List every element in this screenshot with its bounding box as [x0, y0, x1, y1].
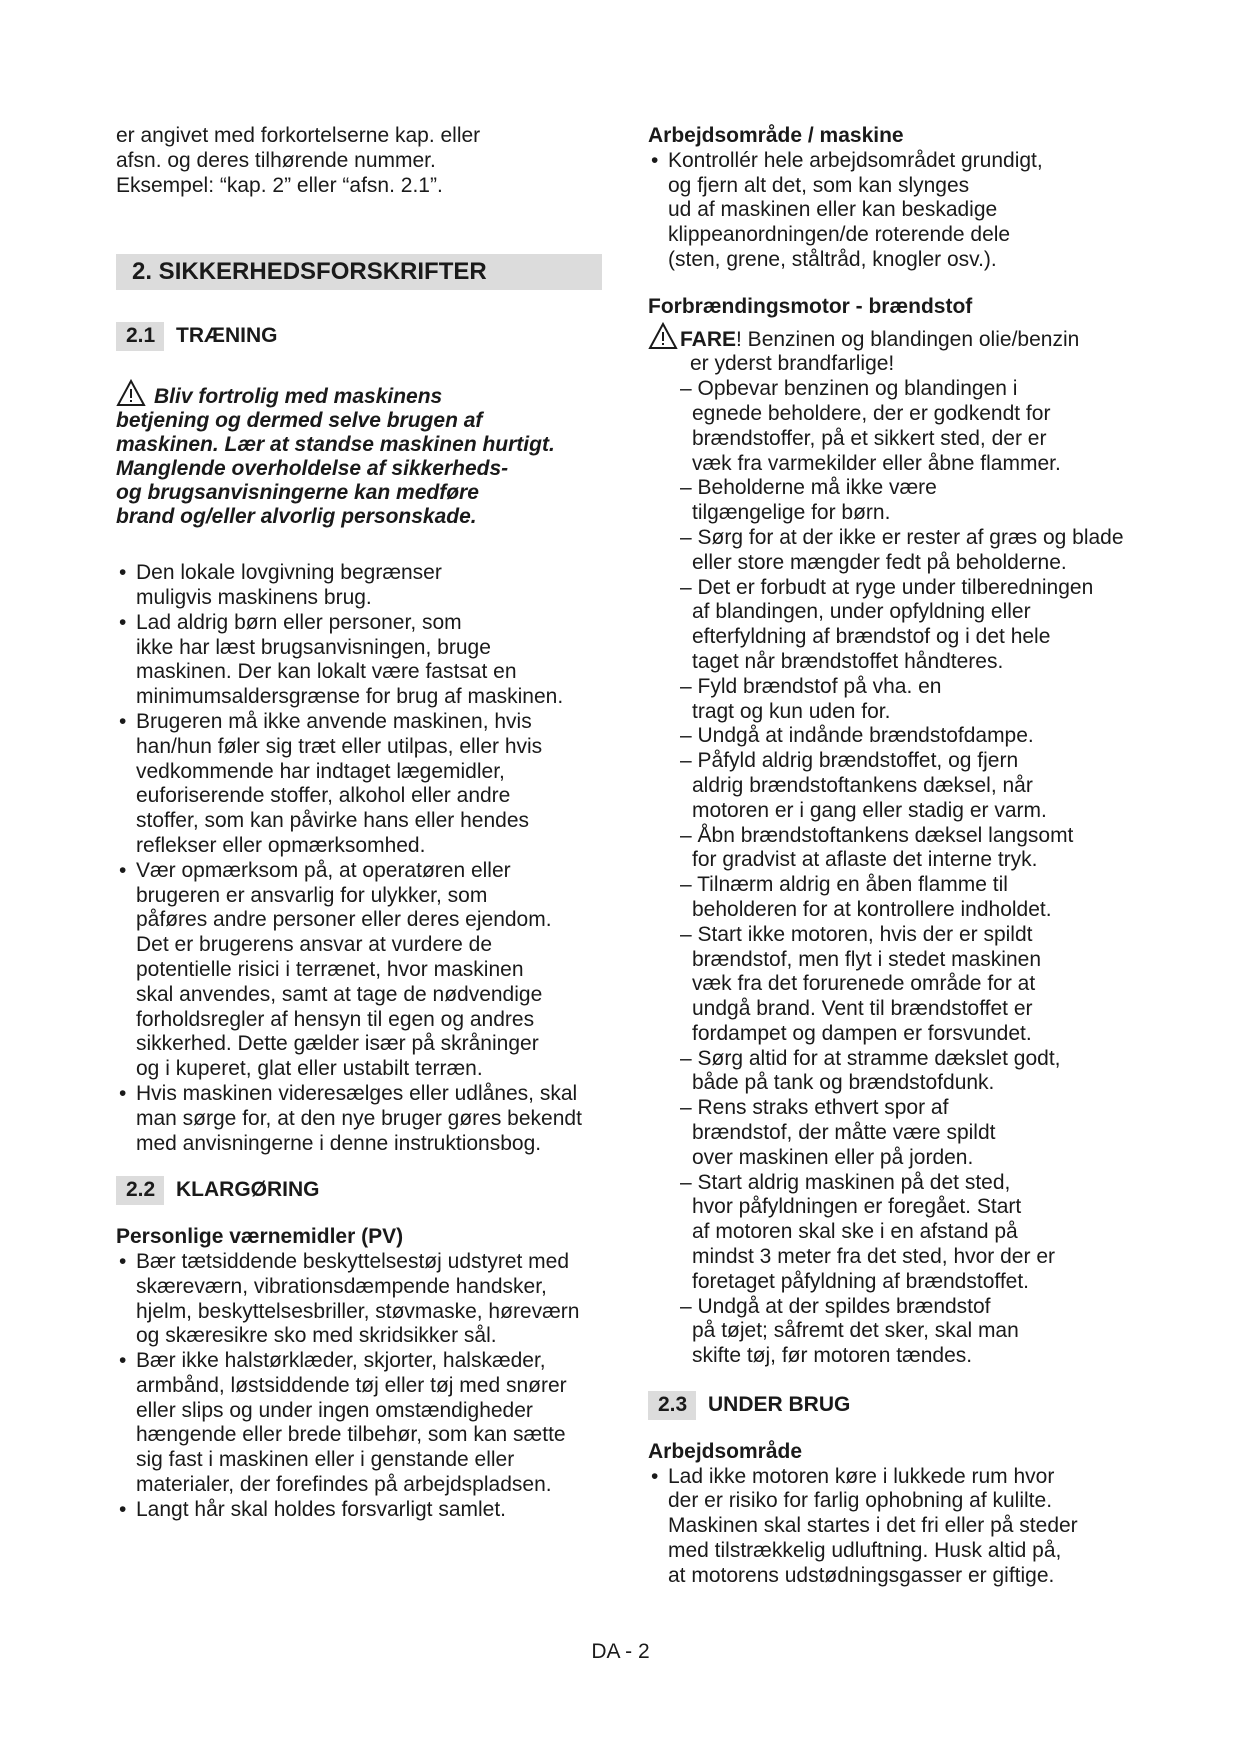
- right-column: [648, 124, 1148, 1589]
- list-line: tilgængelige for børn.: [692, 501, 891, 525]
- list-line: reflekser eller opmærksomhed.: [136, 833, 426, 857]
- list-line: hvor påfyldningen er foregået. Start: [692, 1195, 1022, 1219]
- list-line: sikkerhed. Dette gælder især på skråninger: [136, 1032, 539, 1056]
- list-line: • Langt hår skal holdes forsvarligt samlet.: [136, 1497, 507, 1521]
- list-line: • Lad ikke motoren køre i lukkede rum hvor: [668, 1464, 1055, 1488]
- warning-line: Manglende overholdelse af sikkerheds-: [116, 457, 509, 481]
- intro-line: er angivet med forkortelserne kap. eller: [116, 124, 481, 147]
- list-line: ud af maskinen eller kan beskadige: [668, 198, 998, 222]
- list-item: [656, 1047, 1148, 1097]
- section-number: 2.2: [116, 1176, 164, 1205]
- list-line: af blandingen, under opfyldning eller: [692, 600, 1031, 624]
- list-line: tragt og kun uden for.: [692, 699, 891, 723]
- fuel-dash-list: [648, 377, 1148, 1369]
- list-line: eller store mængder fedt på beholderne.: [692, 550, 1067, 574]
- warning-line: brand og/eller alvorlig personskade.: [116, 505, 477, 529]
- list-line: egnede beholdere, der er godkendt for: [692, 401, 1051, 425]
- list-line: • Kontrollér hele arbejdsområdet grundigt,: [668, 148, 1043, 172]
- list-line: at motorens udstødningsgasser er giftige.: [668, 1563, 1055, 1587]
- warning-triangle-icon: [648, 322, 678, 350]
- work-area-heading: Arbejdsområde / maskine: [648, 124, 904, 147]
- list-line: • Den lokale lovgivning begrænser: [136, 561, 442, 585]
- list-line: maskinen. Der kan lokalt være fastsat en: [136, 660, 517, 684]
- list-item: [116, 1250, 606, 1349]
- list-line: minimumsaldersgrænse for brug af maskinen.: [136, 685, 564, 709]
- work-area-list: [648, 149, 1148, 273]
- list-item: [656, 377, 1148, 476]
- list-line: brugeren er ansvarlig for ulykker, som: [136, 883, 488, 907]
- list-line: der er risiko for farlig ophobning af kulilte.: [668, 1489, 1053, 1513]
- list-line: – Tilnærm aldrig en åben flamme til: [680, 873, 1008, 897]
- list-line: motoren er i gang eller stadig er varm.: [692, 798, 1047, 822]
- list-line: undgå brand. Vent til brændstoffet er: [692, 997, 1033, 1021]
- list-line: vedkommende har indtaget lægemidler,: [136, 759, 505, 783]
- section-2-1-heading: [116, 322, 606, 351]
- list-line: skæreværn, vibrationsdæmpende handsker,: [136, 1274, 547, 1298]
- list-line: – Åbn brændstoftankens dæksel langsomt: [680, 823, 1074, 847]
- list-item: [656, 1096, 1148, 1170]
- list-line: hjelm, beskyttelsesbriller, støvmaske, høreværn: [136, 1299, 580, 1323]
- list-line: • Brugeren må ikke anvende maskinen, hvis: [136, 709, 532, 733]
- list-line: taget når brændstoffet håndteres.: [692, 649, 1004, 673]
- list-line: stoffer, som kan påvirke hans eller hendes: [136, 809, 530, 833]
- list-line: skal anvendes, samt at tage de nødvendige: [136, 982, 543, 1006]
- list-line: væk fra varmekilder eller åbne flammer.: [692, 451, 1061, 475]
- section-title: KLARGØRING: [176, 1178, 320, 1202]
- list-line: materialer, der forefindes på arbejdspladsen.: [136, 1473, 552, 1497]
- danger-word: FARE: [680, 327, 737, 351]
- page-number: DA - 2: [591, 1640, 650, 1663]
- section-title: TRÆNING: [176, 324, 278, 348]
- area-heading: Arbejdsområde: [648, 1439, 803, 1463]
- list-line: ikke har læst brugsanvisningen, bruge: [136, 635, 491, 659]
- pv-heading: Personlige værnemidler (PV): [116, 1225, 404, 1249]
- list-line: brændstoffer, på et sikkert sted, der er: [692, 426, 1047, 450]
- list-line: på tøjet; såfremt det sker, skal man: [692, 1319, 1019, 1343]
- list-line: påføres andre personer eller deres ejendom.: [136, 908, 552, 932]
- list-line: beholderen for at kontrollere indholdet.: [692, 897, 1052, 921]
- warning-text: Bliv fortrolig med maskinens: [154, 385, 443, 409]
- list-line: brændstof, men flyt i stedet maskinen: [692, 947, 1041, 971]
- list-line: – Det er forbudt at ryge under tilberedningen: [680, 575, 1094, 599]
- list-item: [648, 1465, 1148, 1589]
- warning-line: og brugsanvisningerne kan medføre: [116, 481, 479, 505]
- section-title: UNDER BRUG: [708, 1393, 851, 1417]
- intro-line: afsn. og deres tilhørende nummer.: [116, 148, 436, 172]
- list-item: [656, 675, 1148, 725]
- list-line: og i kuperet, glat eller ustabilt terræn.: [136, 1057, 483, 1081]
- list-line: efterfyldning af brændstof og i det hele: [692, 625, 1051, 649]
- list-item: [656, 576, 1148, 675]
- list-item: [116, 859, 606, 1082]
- list-line: man sørge for, at den nye bruger gøres bekendt: [136, 1106, 582, 1130]
- list-item: [116, 561, 606, 611]
- list-line: – Undgå at indånde brændstofdampe.: [680, 724, 1034, 748]
- list-line: • Hvis maskinen videresælges eller udlånes, skal: [136, 1081, 578, 1105]
- list-item: [656, 1171, 1148, 1295]
- list-item: [116, 1082, 606, 1156]
- list-line: for gradvist at aflaste det interne tryk.: [692, 848, 1038, 872]
- list-line: – Sørg altid for at stramme dækslet godt,: [680, 1046, 1061, 1070]
- list-item: [656, 749, 1148, 823]
- chapter-title: 2. SIKKERHEDSFORSKRIFTER: [116, 254, 602, 290]
- list-item: [656, 526, 1148, 576]
- list-item: [656, 824, 1148, 874]
- list-line: over maskinen eller på jorden.: [692, 1145, 974, 1169]
- list-line: foretaget påfyldning af brændstoffet.: [692, 1269, 1030, 1293]
- list-line: euforiserende stoffer, alkohol eller andre: [136, 784, 511, 808]
- list-line: • Bær tætsiddende beskyttelsestøj udstyret med: [136, 1249, 570, 1273]
- list-line: brændstof, der måtte være spildt: [692, 1121, 996, 1145]
- danger-line: er yderst brandfarlige!: [690, 352, 895, 376]
- pv-list: [116, 1250, 606, 1523]
- list-line: – Beholderne må ikke være: [680, 476, 937, 500]
- section-2-2-heading: [116, 1176, 606, 1205]
- list-line: han/hun føler sig træt eller utilpas, eller hvis: [136, 734, 543, 758]
- list-line: aldrig brændstoftankens dæksel, når: [692, 773, 1033, 797]
- warning-triangle-icon: [116, 379, 146, 407]
- intro-text: [116, 124, 606, 198]
- warning-block: [116, 379, 606, 529]
- list-line: Maskinen skal startes i det fri eller på steder: [668, 1514, 1078, 1538]
- list-line: (sten, grene, ståltråd, knogler osv.).: [668, 247, 997, 271]
- list-item: [656, 476, 1148, 526]
- training-list: [116, 561, 606, 1156]
- list-line: hængende eller brede tilbehør, som kan sætte: [136, 1423, 566, 1447]
- section-number: 2.3: [648, 1391, 696, 1420]
- list-line: – Start ikke motoren, hvis der er spildt: [680, 922, 1033, 946]
- list-line: af motoren skal ske i en afstand på: [692, 1220, 1018, 1244]
- list-line: • Vær opmærksom på, at operatøren eller: [136, 858, 511, 882]
- left-column: [116, 124, 606, 1523]
- fuel-heading: Forbrændingsmotor - brændstof: [648, 294, 973, 318]
- list-line: muligvis maskinens brug.: [136, 585, 372, 609]
- list-line: • Lad aldrig børn eller personer, som: [136, 610, 462, 634]
- list-line: skifte tøj, før motoren tændes.: [692, 1344, 973, 1368]
- list-item: [116, 1349, 606, 1498]
- warning-line: betjening og dermed selve brugen af: [116, 409, 483, 433]
- list-line: armbånd, løstsiddende tøj eller tøj med snører: [136, 1373, 567, 1397]
- list-item: [116, 710, 606, 859]
- list-line: – Påfyld aldrig brændstoffet, og fjern: [680, 749, 1019, 773]
- list-line: eller slips og under ingen omstændigheder: [136, 1398, 533, 1422]
- danger-line: [648, 322, 1148, 353]
- list-line: sig fast i maskinen eller i genstande eller: [136, 1448, 515, 1472]
- list-item: [656, 724, 1148, 749]
- list-item: [648, 149, 1148, 273]
- section-2-3-heading: [648, 1391, 1148, 1420]
- list-line: med tilstrækkelig udluftning. Husk altid på,: [668, 1539, 1062, 1563]
- list-line: med anvisningerne i denne instruktionsbog.: [136, 1131, 542, 1155]
- list-line: – Undgå at der spildes brændstof: [680, 1294, 991, 1318]
- warning-line: [116, 379, 606, 409]
- list-line: – Fyld brændstof på vha. en: [680, 674, 942, 698]
- list-line: – Opbevar benzinen og blandingen i: [680, 377, 1018, 401]
- list-item: [656, 1295, 1148, 1369]
- section-number: 2.1: [116, 322, 164, 351]
- list-line: fordampet og dampen er forsvundet.: [692, 1021, 1032, 1045]
- list-item: [116, 611, 606, 710]
- list-line: og fjern alt det, som kan slynges: [668, 173, 970, 197]
- intro-line: Eksempel: “kap. 2” eller “afsn. 2.1”.: [116, 173, 443, 197]
- list-item: [116, 1498, 606, 1523]
- list-line: • Bær ikke halstørklæder, skjorter, halskæder,: [136, 1349, 546, 1373]
- list-line: potentielle risici i terrænet, hvor maskinen: [136, 957, 524, 981]
- list-line: og skæresikre sko med skridsikker sål.: [136, 1324, 497, 1348]
- list-line: – Start aldrig maskinen på det sted,: [680, 1170, 1011, 1194]
- list-line: væk fra det forurenede område for at: [692, 972, 1036, 996]
- list-line: klippeanordningen/de roterende dele: [668, 223, 1011, 247]
- list-item: [656, 873, 1148, 923]
- warning-line: maskinen. Lær at standse maskinen hurtigt.: [116, 433, 555, 457]
- area-list: [648, 1465, 1148, 1589]
- danger-notice: [648, 322, 1148, 378]
- danger-text: ! Benzinen og blandingen olie/benzin: [736, 327, 1080, 351]
- list-line: Det er brugerens ansvar at vurdere de: [136, 933, 493, 957]
- list-line: – Rens straks ethvert spor af: [680, 1096, 949, 1120]
- list-line: – Sørg for at der ikke er rester af græs og blade: [680, 525, 1124, 549]
- list-item: [656, 923, 1148, 1047]
- list-line: forholdsregler af hensyn til egen og andres: [136, 1007, 535, 1031]
- list-line: både på tank og brændstofdunk.: [692, 1071, 995, 1095]
- list-line: mindst 3 meter fra det sted, hvor der er: [692, 1245, 1055, 1269]
